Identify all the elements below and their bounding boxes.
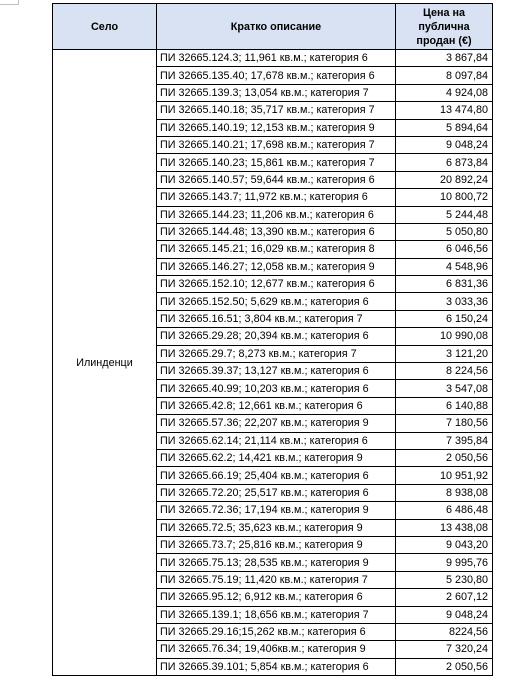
plot-price-cell: 13 474,80 bbox=[396, 102, 493, 119]
plot-price-cell: 6 831,36 bbox=[396, 276, 493, 293]
plot-price-cell: 10 800,72 bbox=[396, 189, 493, 206]
plot-description-cell: ПИ 32665.140.19; 12,153 кв.м.; категория 9 bbox=[157, 119, 396, 136]
table-body bbox=[53, 50, 493, 676]
plot-description-cell: ПИ 32665.62.14; 21,114 кв.м.; категория 6 bbox=[157, 432, 396, 449]
plot-price-cell: 10 951,92 bbox=[396, 467, 493, 484]
plot-description-cell: ПИ 32665.140.21; 17,698 кв.м.; категория 7 bbox=[157, 136, 396, 153]
plot-description-cell: ПИ 32665.75.19; 11,420 кв.м.; категория 7 bbox=[157, 571, 396, 588]
plot-description-cell: ПИ 32665.140.23; 15,861 кв.м.; категория 7 bbox=[157, 154, 396, 171]
plot-description-cell: ПИ 32665.29.16;15,262 кв.м.; категория 6 bbox=[157, 623, 396, 640]
table-header-row bbox=[53, 4, 493, 50]
plot-price-cell: 6 046,56 bbox=[396, 241, 493, 258]
plot-price-cell: 7 395,84 bbox=[396, 432, 493, 449]
plot-price-cell: 6 873,84 bbox=[396, 154, 493, 171]
plot-price-cell: 9 995,76 bbox=[396, 554, 493, 571]
plot-description-cell: ПИ 32665.72.36; 17,194 кв.м.; категория 9 bbox=[157, 502, 396, 519]
plot-description-cell: ПИ 32665.16.51; 3,804 кв.м.; категория 7 bbox=[157, 310, 396, 327]
plot-price-cell: 8 938,08 bbox=[396, 484, 493, 501]
plot-price-cell: 2 050,56 bbox=[396, 449, 493, 466]
plot-price-cell: 4 548,96 bbox=[396, 258, 493, 275]
plot-description-cell: ПИ 32665.144.48; 13,390 кв.м.; категория 6 bbox=[157, 223, 396, 240]
plot-price-cell: 9 048,24 bbox=[396, 606, 493, 623]
plot-price-cell: 13 438,08 bbox=[396, 519, 493, 536]
plot-price-cell: 2 607,12 bbox=[396, 589, 493, 606]
plot-description-cell: ПИ 32665.29.28; 20,394 кв.м.; категория 6 bbox=[157, 328, 396, 345]
plot-price-cell: 5 230,80 bbox=[396, 571, 493, 588]
plot-price-cell: 8 097,84 bbox=[396, 67, 493, 84]
plot-price-cell: 2 050,56 bbox=[396, 658, 493, 675]
plot-price-cell: 5 244,48 bbox=[396, 206, 493, 223]
plot-description-cell: ПИ 32665.40.99; 10,203 кв.м.; категория 6 bbox=[157, 380, 396, 397]
plot-price-cell: 20 892,24 bbox=[396, 171, 493, 188]
plot-price-cell: 5 050,80 bbox=[396, 223, 493, 240]
plot-description-cell: ПИ 32665.95.12; 6,912 кв.м.; категория 6 bbox=[157, 589, 396, 606]
plot-description-cell: ПИ 32665.144.23; 11,206 кв.м.; категория 6 bbox=[157, 206, 396, 223]
plot-description-cell: ПИ 32665.57.36; 22,207 кв.м.; категория 9 bbox=[157, 415, 396, 432]
plot-description-cell: ПИ 32665.72.5; 35,623 кв.м.; категория 9 bbox=[157, 519, 396, 536]
plot-price-cell: 8224,56 bbox=[396, 623, 493, 640]
plot-price-cell: 5 894,64 bbox=[396, 119, 493, 136]
plot-price-cell: 10 990,08 bbox=[396, 328, 493, 345]
plot-description-cell: ПИ 32665.124.3; 11,961 кв.м.; категория 6 bbox=[157, 50, 396, 67]
plot-description-cell: ПИ 32665.152.10; 12,677 кв.м.; категория 6 bbox=[157, 276, 396, 293]
plot-price-cell: 3 033,36 bbox=[396, 293, 493, 310]
village-cell: Илинденци bbox=[53, 50, 157, 676]
plot-description-cell: ПИ 32665.72.20; 25,517 кв.м.; категория 6 bbox=[157, 484, 396, 501]
plot-description-cell: ПИ 32665.139.3; 13,054 кв.м.; категория 7 bbox=[157, 84, 396, 101]
plot-price-cell: 9 043,20 bbox=[396, 536, 493, 553]
plot-description-cell: ПИ 32665.145.21; 16,029 кв.м.; категория 8 bbox=[157, 241, 396, 258]
plot-description-cell: ПИ 32665.140.57; 59,644 кв.м.; категория 6 bbox=[157, 171, 396, 188]
plot-price-cell: 7 180,56 bbox=[396, 415, 493, 432]
plot-description-cell: ПИ 32665.73.7; 25,816 кв.м.; категория 9 bbox=[157, 536, 396, 553]
plot-price-cell: 8 224,56 bbox=[396, 363, 493, 380]
plot-description-cell: ПИ 32665.135.40; 17,678 кв.м.; категория 6 bbox=[157, 67, 396, 84]
plot-description-cell: ПИ 32665.39.37; 13,127 кв.м.; категория 6 bbox=[157, 363, 396, 380]
plot-description-cell: ПИ 32665.76.34; 19,406кв.м.; категория 9 bbox=[157, 641, 396, 658]
plot-price-cell: 3 547,08 bbox=[396, 380, 493, 397]
header-description: Кратко описание bbox=[157, 4, 396, 50]
plot-description-cell: ПИ 32665.66.19; 25,404 кв.м.; категория 6 bbox=[157, 467, 396, 484]
plot-description-cell: ПИ 32665.146.27; 12,058 кв.м.; категория 9 bbox=[157, 258, 396, 275]
plot-description-cell: ПИ 32665.62.2; 14,421 кв.м.; категория 9 bbox=[157, 449, 396, 466]
plot-description-cell: ПИ 32665.152.50; 5,629 кв.м.; категория 6 bbox=[157, 293, 396, 310]
page-corner-marker bbox=[0, 0, 19, 5]
land-plots-table bbox=[52, 3, 493, 676]
table-row bbox=[53, 50, 493, 67]
plot-description-cell: ПИ 32665.139.1; 18,656 кв.м.; категория 7 bbox=[157, 606, 396, 623]
plot-description-cell: ПИ 32665.75.13; 28,535 кв.м.; категория 9 bbox=[157, 554, 396, 571]
plot-price-cell: 3 121,20 bbox=[396, 345, 493, 362]
plot-price-cell: 7 320,24 bbox=[396, 641, 493, 658]
plot-price-cell: 4 924,08 bbox=[396, 84, 493, 101]
plot-price-cell: 9 048,24 bbox=[396, 136, 493, 153]
header-price: Цена на публична продан (€) bbox=[396, 4, 493, 50]
plot-description-cell: ПИ 32665.140.18; 35,717 кв.м.; категория 7 bbox=[157, 102, 396, 119]
plot-description-cell: ПИ 32665.29.7; 8,273 кв.м.; категория 7 bbox=[157, 345, 396, 362]
plot-price-cell: 6 150,24 bbox=[396, 310, 493, 327]
plot-price-cell: 3 867,84 bbox=[396, 50, 493, 67]
plot-price-cell: 6 486,48 bbox=[396, 502, 493, 519]
plot-description-cell: ПИ 32665.143.7; 11,972 кв.м.; категория 6 bbox=[157, 189, 396, 206]
plot-description-cell: ПИ 32665.42.8; 12,661 кв.м.; категория 6 bbox=[157, 397, 396, 414]
plot-price-cell: 6 140,88 bbox=[396, 397, 493, 414]
header-village: Село bbox=[53, 4, 157, 50]
plot-description-cell: ПИ 32665.39.101; 5,854 кв.м.; категория 6 bbox=[157, 658, 396, 675]
